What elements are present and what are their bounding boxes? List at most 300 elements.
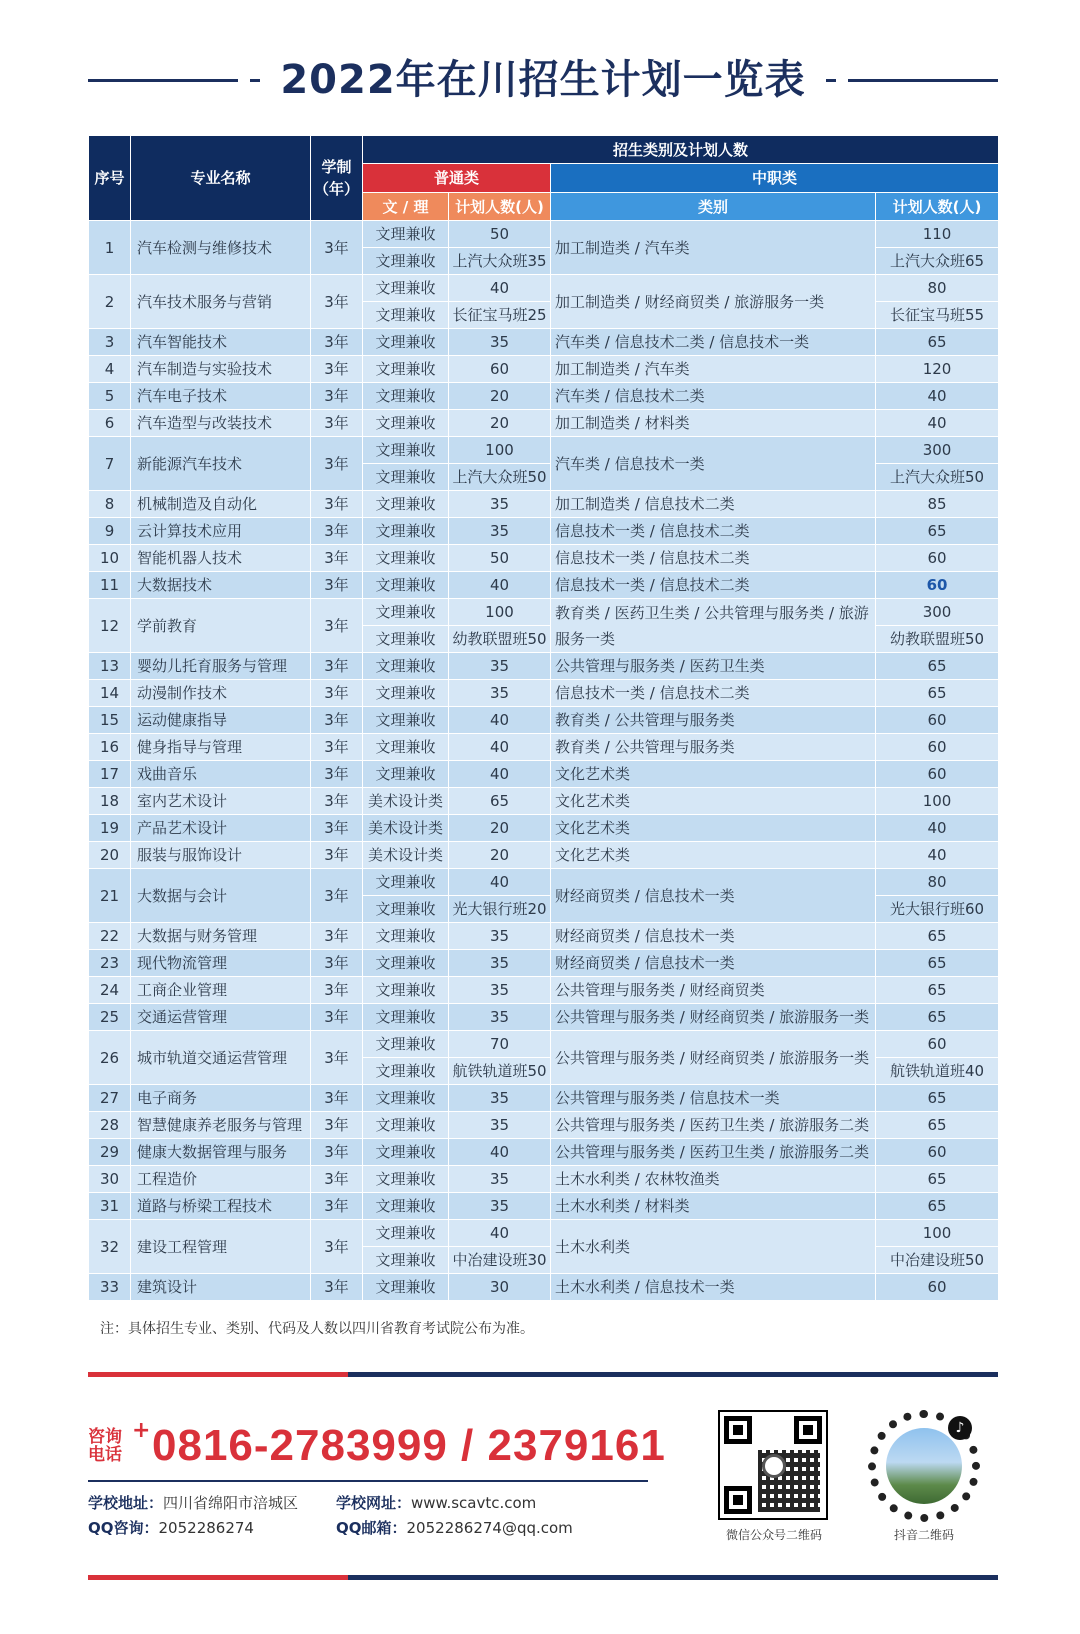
general-plan-count: 35: [449, 1004, 551, 1031]
vocational-plan-count: 65: [876, 977, 999, 1004]
footnote: 注：具体招生专业、类别、代码及人数以四川省教育考试院公布为准。: [100, 1321, 534, 1337]
subject-type: 文理兼收: [363, 545, 449, 572]
vocational-plan-count: 100: [876, 1220, 999, 1247]
subject-type: 文理兼收: [363, 1058, 449, 1085]
table-row: [89, 1085, 999, 1112]
qr-logo-icon: [762, 1454, 786, 1478]
duration: 3年: [311, 788, 363, 815]
vocational-category: 汽车类 / 信息技术二类: [551, 383, 876, 410]
plus-sign: +: [132, 1418, 151, 1443]
vocational-category: 信息技术一类 / 信息技术二类: [551, 572, 876, 599]
row-index: 20: [89, 842, 131, 869]
general-plan-count: 35: [449, 1112, 551, 1139]
row-index: 30: [89, 1166, 131, 1193]
table-row: [89, 437, 999, 464]
row-index: 24: [89, 977, 131, 1004]
row-index: 33: [89, 1274, 131, 1301]
vocational-plan-count: 300: [876, 437, 999, 464]
duration: 3年: [311, 1220, 363, 1274]
general-plan-count: 100: [449, 437, 551, 464]
duration: 3年: [311, 761, 363, 788]
vocational-plan-count: 幼教联盟班50: [876, 626, 999, 653]
row-index: 28: [89, 1112, 131, 1139]
subject-type: 美术设计类: [363, 815, 449, 842]
general-plan-count: 40: [449, 572, 551, 599]
major-name: 运动健康指导: [131, 707, 311, 734]
general-plan-count: 35: [449, 1085, 551, 1112]
subject-type: 文理兼收: [363, 653, 449, 680]
subject-type: 文理兼收: [363, 1247, 449, 1274]
general-plan-count: 60: [449, 356, 551, 383]
row-index: 21: [89, 869, 131, 923]
vocational-plan-count: 60: [876, 545, 999, 572]
row-index: 5: [89, 383, 131, 410]
major-name: 汽车制造与实验技术: [131, 356, 311, 383]
row-index: 7: [89, 437, 131, 491]
major-name: 服装与服饰设计: [131, 842, 311, 869]
duration: 3年: [311, 1112, 363, 1139]
row-index: 10: [89, 545, 131, 572]
vocational-plan-count: 60: [876, 707, 999, 734]
vocational-plan-count: 300: [876, 599, 999, 626]
vocational-plan-count: 65: [876, 1085, 999, 1112]
header-group: 招生类别及计划人数: [363, 136, 999, 164]
duration: 3年: [311, 950, 363, 977]
major-name: 学前教育: [131, 599, 311, 653]
major-name: 新能源汽车技术: [131, 437, 311, 491]
email-line: [336, 1517, 573, 1538]
title-rule-right-short: [826, 79, 836, 82]
vocational-category: 公共管理与服务类 / 信息技术一类: [551, 1085, 876, 1112]
general-plan-count: 50: [449, 221, 551, 248]
table-row: [89, 1274, 999, 1301]
table-row: [89, 680, 999, 707]
major-name: 健康大数据管理与服务: [131, 1139, 311, 1166]
vocational-plan-count: 85: [876, 491, 999, 518]
header-category: 类别: [551, 193, 876, 221]
vocational-plan-count: 65: [876, 923, 999, 950]
header-plan-vocational: 计划人数(人): [876, 193, 999, 221]
row-index: 13: [89, 653, 131, 680]
subject-type: 文理兼收: [363, 1166, 449, 1193]
subject-type: 文理兼收: [363, 977, 449, 1004]
row-index: 2: [89, 275, 131, 329]
vocational-category: 信息技术一类 / 信息技术二类: [551, 680, 876, 707]
vocational-category: 文化艺术类: [551, 788, 876, 815]
subject-type: 文理兼收: [363, 410, 449, 437]
duration: 3年: [311, 410, 363, 437]
duration: 3年: [311, 383, 363, 410]
row-index: 19: [89, 815, 131, 842]
vocational-category: 信息技术一类 / 信息技术二类: [551, 545, 876, 572]
vocational-plan-count: 80: [876, 275, 999, 302]
subject-type: 文理兼收: [363, 1193, 449, 1220]
major-name: 室内艺术设计: [131, 788, 311, 815]
major-name: 婴幼儿托育服务与管理: [131, 653, 311, 680]
row-index: 18: [89, 788, 131, 815]
major-name: 产品艺术设计: [131, 815, 311, 842]
table-row: [89, 1004, 999, 1031]
divider-top: [88, 1372, 998, 1377]
header-name: 专业名称: [131, 136, 311, 221]
duration: 3年: [311, 815, 363, 842]
major-name: 城市轨道交通运营管理: [131, 1031, 311, 1085]
general-plan-count: 40: [449, 734, 551, 761]
subject-type: 文理兼收: [363, 437, 449, 464]
header-general: 普通类: [363, 164, 551, 193]
subject-type: 文理兼收: [363, 275, 449, 302]
subject-type: 文理兼收: [363, 1004, 449, 1031]
qq-line: [88, 1517, 254, 1538]
table-row: [89, 491, 999, 518]
subject-type: 文理兼收: [363, 1031, 449, 1058]
duration: 3年: [311, 1166, 363, 1193]
douyin-qr-code: [868, 1410, 980, 1522]
row-index: 15: [89, 707, 131, 734]
duration: 3年: [311, 545, 363, 572]
title-rule-left-short: [250, 79, 260, 82]
major-name: 汽车造型与改装技术: [131, 410, 311, 437]
vocational-category: 公共管理与服务类 / 医药卫生类 / 旅游服务二类: [551, 1112, 876, 1139]
duration: 3年: [311, 680, 363, 707]
row-index: 25: [89, 1004, 131, 1031]
general-plan-count: 35: [449, 1166, 551, 1193]
major-name: 电子商务: [131, 1085, 311, 1112]
table-row: [89, 1193, 999, 1220]
subject-type: 文理兼收: [363, 1139, 449, 1166]
major-name: 云计算技术应用: [131, 518, 311, 545]
vocational-category: 公共管理与服务类 / 财经商贸类: [551, 977, 876, 1004]
table-row: [89, 842, 999, 869]
table-row: [89, 518, 999, 545]
vocational-category: 土木水利类 / 农林牧渔类: [551, 1166, 876, 1193]
vocational-plan-count: 65: [876, 1193, 999, 1220]
row-index: 27: [89, 1085, 131, 1112]
subject-type: 文理兼收: [363, 869, 449, 896]
general-plan-count: 40: [449, 275, 551, 302]
vocational-plan-count: 40: [876, 410, 999, 437]
table-row: [89, 707, 999, 734]
duration: 3年: [311, 275, 363, 329]
general-plan-count: 上汽大众班50: [449, 464, 551, 491]
table-row: [89, 923, 999, 950]
subject-type: 文理兼收: [363, 329, 449, 356]
table-row: [89, 356, 999, 383]
subject-type: 文理兼收: [363, 518, 449, 545]
vocational-plan-count: 100: [876, 788, 999, 815]
major-name: 智慧健康养老服务与管理: [131, 1112, 311, 1139]
vocational-plan-count: 40: [876, 842, 999, 869]
major-name: 工商企业管理: [131, 977, 311, 1004]
major-name: 大数据与会计: [131, 869, 311, 923]
table-row: [89, 545, 999, 572]
row-index: 11: [89, 572, 131, 599]
major-name: 动漫制作技术: [131, 680, 311, 707]
duration: 3年: [311, 1139, 363, 1166]
duration: 3年: [311, 653, 363, 680]
general-plan-count: 40: [449, 869, 551, 896]
page-title: 2022年在川招生计划一览表: [280, 57, 806, 103]
table-row: [89, 572, 999, 599]
phone-number[interactable]: 0816-2783999 / 2379161: [152, 1421, 666, 1470]
email-label: QQ邮箱：: [336, 1519, 407, 1537]
enrollment-table: [88, 135, 999, 1301]
row-index: 26: [89, 1031, 131, 1085]
header-subject: 文 / 理: [363, 193, 449, 221]
general-plan-count: 航铁轨道班50: [449, 1058, 551, 1085]
vocational-plan-count: 65: [876, 1166, 999, 1193]
duration: 3年: [311, 842, 363, 869]
general-plan-count: 35: [449, 518, 551, 545]
vocational-category: 文化艺术类: [551, 815, 876, 842]
row-index: 12: [89, 599, 131, 653]
major-name: 机械制造及自动化: [131, 491, 311, 518]
vocational-plan-count: 60: [876, 1274, 999, 1301]
vocational-category: 土木水利类 / 材料类: [551, 1193, 876, 1220]
table-body: [89, 221, 999, 1301]
table-row: [89, 1220, 999, 1247]
vocational-category: 财经商贸类 / 信息技术一类: [551, 923, 876, 950]
vocational-category: 财经商贸类 / 信息技术一类: [551, 950, 876, 977]
vocational-category: 教育类 / 公共管理与服务类: [551, 734, 876, 761]
vocational-category: 教育类 / 医药卫生类 / 公共管理与服务类 / 旅游服务一类: [551, 599, 876, 653]
email-link[interactable]: 2052286274@qq.com: [406, 1519, 573, 1537]
vocational-plan-count: 65: [876, 950, 999, 977]
table-row: [89, 1166, 999, 1193]
header-idx: 序号: [89, 136, 131, 221]
subject-type: 文理兼收: [363, 248, 449, 275]
vocational-category: 加工制造类 / 材料类: [551, 410, 876, 437]
row-index: 14: [89, 680, 131, 707]
qq-value[interactable]: 2052286274: [158, 1519, 254, 1537]
duration: 3年: [311, 1085, 363, 1112]
general-plan-count: 20: [449, 842, 551, 869]
table-row: [89, 761, 999, 788]
general-plan-count: 35: [449, 923, 551, 950]
qq-label: QQ咨询：: [88, 1519, 159, 1537]
vocational-plan-count: 航铁轨道班40: [876, 1058, 999, 1085]
general-plan-count: 35: [449, 1193, 551, 1220]
duration: 3年: [311, 923, 363, 950]
row-index: 29: [89, 1139, 131, 1166]
vocational-plan-count: 60: [876, 734, 999, 761]
vocational-category: 信息技术一类 / 信息技术二类: [551, 518, 876, 545]
table-row: [89, 383, 999, 410]
table-row: [89, 815, 999, 842]
general-plan-count: 上汽大众班35: [449, 248, 551, 275]
title-banner: [88, 52, 998, 108]
general-plan-count: 35: [449, 950, 551, 977]
subject-type: 文理兼收: [363, 356, 449, 383]
vocational-plan-count: 80: [876, 869, 999, 896]
table-row: [89, 869, 999, 896]
table-row: [89, 410, 999, 437]
vocational-category: 加工制造类 / 信息技术二类: [551, 491, 876, 518]
subject-type: 文理兼收: [363, 1220, 449, 1247]
duration: 3年: [311, 221, 363, 275]
subject-type: 文理兼收: [363, 707, 449, 734]
table-row: [89, 788, 999, 815]
subject-type: 文理兼收: [363, 221, 449, 248]
major-name: 道路与桥梁工程技术: [131, 1193, 311, 1220]
general-plan-count: 40: [449, 1220, 551, 1247]
general-plan-count: 光大银行班20: [449, 896, 551, 923]
subject-type: 文理兼收: [363, 680, 449, 707]
vocational-category: 公共管理与服务类 / 医药卫生类 / 旅游服务二类: [551, 1139, 876, 1166]
vocational-category: 汽车类 / 信息技术一类: [551, 437, 876, 491]
enrollment-table-wrap: [88, 135, 998, 1301]
vocational-category: 财经商贸类 / 信息技术一类: [551, 869, 876, 923]
row-index: 23: [89, 950, 131, 977]
vocational-plan-count: 65: [876, 1112, 999, 1139]
vocational-plan-count: 60: [876, 572, 999, 599]
major-name: 汽车电子技术: [131, 383, 311, 410]
subject-type: 美术设计类: [363, 842, 449, 869]
major-name: 建设工程管理: [131, 1220, 311, 1274]
subject-type: 文理兼收: [363, 950, 449, 977]
subject-type: 美术设计类: [363, 788, 449, 815]
table-row: [89, 653, 999, 680]
duration: 3年: [311, 734, 363, 761]
general-plan-count: 40: [449, 707, 551, 734]
subject-type: 文理兼收: [363, 599, 449, 626]
general-plan-count: 35: [449, 491, 551, 518]
table-row: [89, 221, 999, 248]
row-index: 1: [89, 221, 131, 275]
general-plan-count: 长征宝马班25: [449, 302, 551, 329]
vocational-category: 公共管理与服务类 / 财经商贸类 / 旅游服务一类: [551, 1004, 876, 1031]
vocational-category: 加工制造类 / 汽车类: [551, 356, 876, 383]
general-plan-count: 35: [449, 653, 551, 680]
duration: 3年: [311, 1031, 363, 1085]
vocational-plan-count: 长征宝马班55: [876, 302, 999, 329]
vocational-plan-count: 110: [876, 221, 999, 248]
phone-underline: [88, 1480, 648, 1482]
vocational-plan-count: 65: [876, 680, 999, 707]
row-index: 3: [89, 329, 131, 356]
row-index: 17: [89, 761, 131, 788]
general-plan-count: 50: [449, 545, 551, 572]
vocational-plan-count: 65: [876, 1004, 999, 1031]
major-name: 工程造价: [131, 1166, 311, 1193]
subject-type: 文理兼收: [363, 572, 449, 599]
vocational-plan-count: 40: [876, 815, 999, 842]
wechat-qr-caption: 微信公众号二维码: [725, 1528, 822, 1542]
major-name: 大数据技术: [131, 572, 311, 599]
major-name: 智能机器人技术: [131, 545, 311, 572]
header-plan: 计划人数(人): [449, 193, 551, 221]
title-rule-right: [848, 79, 998, 82]
subject-type: 文理兼收: [363, 491, 449, 518]
row-index: 32: [89, 1220, 131, 1274]
general-plan-count: 20: [449, 410, 551, 437]
campus-photo: [886, 1428, 962, 1504]
subject-type: 文理兼收: [363, 1112, 449, 1139]
duration: 3年: [311, 707, 363, 734]
vocational-category: 教育类 / 公共管理与服务类: [551, 707, 876, 734]
major-name: 大数据与财务管理: [131, 923, 311, 950]
header-duration: 学制（年）: [311, 136, 363, 221]
vocational-plan-count: 上汽大众班50: [876, 464, 999, 491]
vocational-plan-count: 65: [876, 518, 999, 545]
header-vocational: 中职类: [551, 164, 999, 193]
general-plan-count: 35: [449, 977, 551, 1004]
general-plan-count: 40: [449, 1139, 551, 1166]
vocational-plan-count: 60: [876, 1031, 999, 1058]
table-row: [89, 329, 999, 356]
major-name: 健身指导与管理: [131, 734, 311, 761]
table-row: [89, 977, 999, 1004]
vocational-category: 加工制造类 / 汽车类: [551, 221, 876, 275]
website-link[interactable]: www.scavtc.com: [411, 1494, 537, 1512]
subject-type: 文理兼收: [363, 464, 449, 491]
vocational-plan-count: 上汽大众班65: [876, 248, 999, 275]
table-row: [89, 275, 999, 302]
subject-type: 文理兼收: [363, 302, 449, 329]
general-plan-count: 幼教联盟班50: [449, 626, 551, 653]
table-row: [89, 599, 999, 626]
general-plan-count: 65: [449, 788, 551, 815]
general-plan-count: 35: [449, 329, 551, 356]
subject-type: 文理兼收: [363, 626, 449, 653]
vocational-plan-count: 光大银行班60: [876, 896, 999, 923]
vocational-category: 公共管理与服务类 / 医药卫生类: [551, 653, 876, 680]
general-plan-count: 100: [449, 599, 551, 626]
vocational-plan-count: 65: [876, 329, 999, 356]
subject-type: 文理兼收: [363, 923, 449, 950]
douyin-logo-icon: ♪: [948, 1416, 972, 1440]
general-plan-count: 20: [449, 815, 551, 842]
vocational-plan-count: 中冶建设班50: [876, 1247, 999, 1274]
vocational-category: 土木水利类: [551, 1220, 876, 1274]
row-index: 31: [89, 1193, 131, 1220]
duration: 3年: [311, 329, 363, 356]
general-plan-count: 20: [449, 383, 551, 410]
vocational-category: 文化艺术类: [551, 761, 876, 788]
vocational-category: 文化艺术类: [551, 842, 876, 869]
subject-type: 文理兼收: [363, 1085, 449, 1112]
row-index: 9: [89, 518, 131, 545]
vocational-category: 公共管理与服务类 / 财经商贸类 / 旅游服务一类: [551, 1031, 876, 1085]
douyin-qr-caption: 抖音二维码: [893, 1528, 954, 1542]
table-row: [89, 1112, 999, 1139]
address-value: 四川省绵阳市涪城区: [163, 1494, 299, 1512]
row-index: 6: [89, 410, 131, 437]
duration: 3年: [311, 437, 363, 491]
major-name: 交通运营管理: [131, 1004, 311, 1031]
duration: 3年: [311, 869, 363, 923]
duration: 3年: [311, 491, 363, 518]
general-plan-count: 70: [449, 1031, 551, 1058]
general-plan-count: 30: [449, 1274, 551, 1301]
wechat-qr-code: [718, 1410, 828, 1520]
contact-label: 咨询电话: [88, 1427, 122, 1465]
duration: 3年: [311, 1193, 363, 1220]
subject-type: 文理兼收: [363, 761, 449, 788]
row-index: 8: [89, 491, 131, 518]
duration: 3年: [311, 1274, 363, 1301]
vocational-category: 加工制造类 / 财经商贸类 / 旅游服务一类: [551, 275, 876, 329]
major-name: 建筑设计: [131, 1274, 311, 1301]
duration: 3年: [311, 518, 363, 545]
subject-type: 文理兼收: [363, 734, 449, 761]
title-rule-left: [88, 79, 238, 82]
major-name: 现代物流管理: [131, 950, 311, 977]
table-row: [89, 734, 999, 761]
vocational-plan-count: 40: [876, 383, 999, 410]
major-name: 汽车智能技术: [131, 329, 311, 356]
general-plan-count: 35: [449, 680, 551, 707]
